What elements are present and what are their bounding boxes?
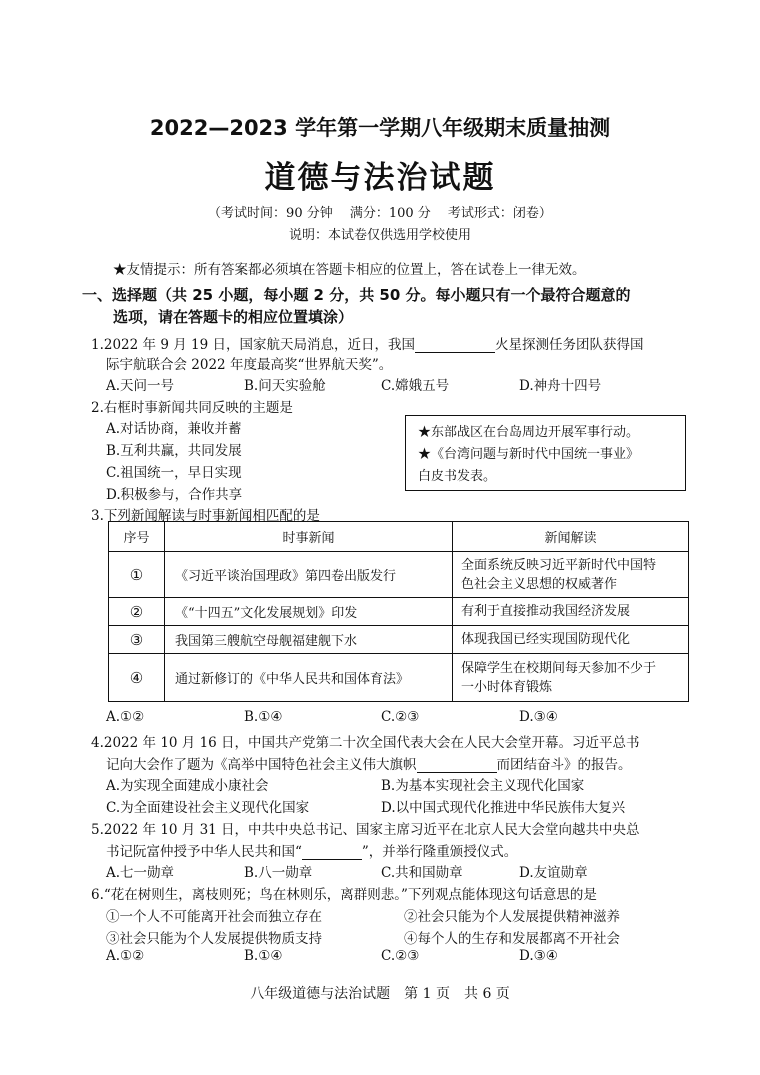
question-1-stem-a: 1.2022 年 9 月 19 日，国家航天局消息，近日，我国 <box>91 337 415 353</box>
header-no: 序号 <box>109 522 165 552</box>
question-1 <box>91 333 643 353</box>
news-box-line-2: ★《台湾问题与新时代中国统一事业》 <box>418 447 640 462</box>
q6-option-d: D.③④ <box>519 948 558 964</box>
q4-option-d: D.以中国式现代化推进中华民族伟大复兴 <box>381 800 626 816</box>
explanation-line: 全面系统反映习近平新时代中国特 <box>461 557 657 573</box>
q2-option-d: D.积极参与，合作共享 <box>106 487 243 503</box>
question-2-stem: 2.右框时事新闻共同反映的主题是 <box>91 400 293 416</box>
row-number: ① <box>109 552 165 598</box>
row-news: 通过新修订的《中华人民共和国体育法》 <box>165 654 453 702</box>
question-1-stem-line2: 际宇航联合会 2022 年度最高奖“世界航天奖”。 <box>106 357 393 373</box>
q4-option-c: C.为全面建设社会主义现代化国家 <box>106 800 310 816</box>
q3-option-b: B.①④ <box>244 709 283 725</box>
row-number: ③ <box>109 626 165 654</box>
row-news: 《“十四五”文化发展规划》印发 <box>165 598 453 626</box>
row-explanation <box>453 552 689 598</box>
answer-blank <box>417 758 497 773</box>
row-explanation: 有利于直接推动我国经济发展 <box>453 598 689 626</box>
q6-statement-1: ①一个人不可能离开社会而独立存在 <box>106 909 322 925</box>
table-row <box>109 598 689 626</box>
question-4-stem-line1: 4.2022 年 10 月 16 日，中国共产党第二十次全国代表大会在人民大会堂开幕。习近平总书 <box>91 735 640 751</box>
row-number: ② <box>109 598 165 626</box>
header-news: 时事新闻 <box>165 522 453 552</box>
q1-option-c: C.嫦娥五号 <box>381 378 450 394</box>
q5-option-c: C.共和国勋章 <box>381 865 463 881</box>
question-5-stem-b: ”，并举行隆重颁授仪式。 <box>361 844 518 860</box>
q1-option-d: D.神舟十四号 <box>519 378 602 394</box>
q3-option-d: D.③④ <box>519 709 558 725</box>
answer-blank <box>302 845 362 860</box>
table-row <box>109 626 689 654</box>
question-4-stem-line2 <box>106 753 632 773</box>
news-table <box>108 521 689 702</box>
table-row <box>109 552 689 598</box>
explanation-line: 一小时体育锻炼 <box>461 679 553 695</box>
exam-info: （考试时间：90 分钟 满分：100 分 考试形式：闭卷） <box>208 206 552 221</box>
question-5-stem-a: 书记阮富仲授予中华人民共和国“ <box>106 844 302 860</box>
header-explanation: 新闻解读 <box>453 522 689 552</box>
friendly-tip: ★友情提示：所有答案都必须填在答题卡相应的位置上，答在试卷上一律无效。 <box>113 262 586 278</box>
question-6-stem: 6.“花在树则生，离枝则死；鸟在林则乐，离群则悲。”下列观点能体现这句话意思的是 <box>91 887 597 903</box>
question-5-stem-line2 <box>106 840 517 860</box>
q5-option-b: B.八一勋章 <box>244 865 313 881</box>
q1-option-a: A.天问一号 <box>106 378 175 394</box>
row-explanation: 体现我国已经实现国防现代化 <box>453 626 689 654</box>
q2-option-c: C.祖国统一，早日实现 <box>106 465 242 481</box>
section-heading-line2: 选项，请在答题卡的相应位置填涂） <box>113 308 354 326</box>
section-heading-line1: 一、选择题（共 25 小题，每小题 2 分，共 50 分。每小题只有一个最符合题意的 <box>82 286 631 304</box>
question-5-stem-line1: 5.2022 年 10 月 31 日，中共中央总书记、国家主席习近平在北京人民大会堂向越共中央总 <box>91 822 640 838</box>
q6-option-a: A.①② <box>106 948 145 964</box>
row-explanation <box>453 654 689 702</box>
news-box <box>405 415 686 491</box>
table-row <box>109 654 689 702</box>
q4-option-a: A.为实现全面建成小康社会 <box>106 778 269 794</box>
q6-statement-2: ②社会只能为个人发展提供精神滋养 <box>404 909 620 925</box>
answer-blank <box>415 338 495 353</box>
explanation-line: 保障学生在校期间每天参加不少于 <box>461 660 657 676</box>
news-box-line-1: ★东部战区在台岛周边开展军事行动。 <box>418 425 640 440</box>
page-footer: 八年级道德与法治试题 第 1 页 共 6 页 <box>250 986 510 1002</box>
question-1-stem-b: 火星探测任务团队获得国 <box>494 337 644 353</box>
q5-option-d: D.友谊勋章 <box>519 865 588 881</box>
exam-title: 2022—2023 学年第一学期八年级期末质量抽测 <box>149 116 611 140</box>
explanation-line: 色社会主义思想的权威著作 <box>461 576 618 592</box>
q2-option-a: A.对话协商，兼收并蓄 <box>106 421 242 437</box>
q3-option-a: A.①② <box>106 709 145 725</box>
question-3-stem: 3.下列新闻解读与时事新闻相匹配的是 <box>91 508 320 524</box>
table-header-row <box>109 522 689 552</box>
q6-option-c: C.②③ <box>381 948 420 964</box>
row-news: 《习近平谈治国理政》第四卷出版发行 <box>165 552 453 598</box>
subject-title: 道德与法治试题 <box>264 160 496 196</box>
row-number: ④ <box>109 654 165 702</box>
q3-option-c: C.②③ <box>381 709 420 725</box>
q6-option-b: B.①④ <box>244 948 283 964</box>
news-box-line-3: 白皮书发表。 <box>418 469 497 484</box>
q5-option-a: A.七一勋章 <box>106 865 175 881</box>
row-news: 我国第三艘航空母舰福建舰下水 <box>165 626 453 654</box>
exam-note: 说明：本试卷仅供选用学校使用 <box>288 228 471 243</box>
q6-statement-4: ④每个人的生存和发展都离不开社会 <box>404 931 620 947</box>
q2-option-b: B.互利共赢，共同发展 <box>106 443 242 459</box>
q1-option-b: B.问天实验舱 <box>244 378 326 394</box>
question-4-stem-a: 记向大会作了题为《高举中国特色社会主义伟大旗帜 <box>106 757 417 773</box>
question-4-stem-b: 而团结奋斗》的报告。 <box>496 757 632 773</box>
q6-statement-3: ③社会只能为个人发展提供物质支持 <box>106 931 322 947</box>
q4-option-b: B.为基本实现社会主义现代化国家 <box>381 778 585 794</box>
